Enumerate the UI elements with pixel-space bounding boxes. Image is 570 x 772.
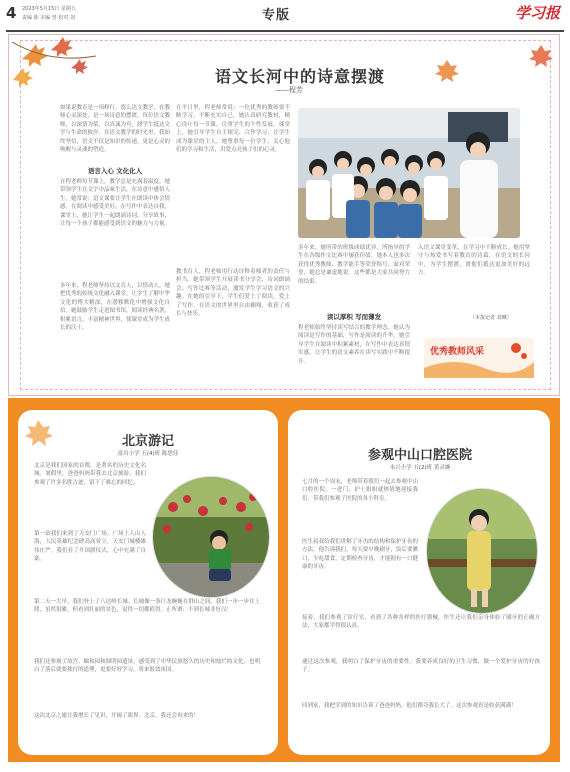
essay2-p2: 医生叔叔给我们讲解了牙齿的结构和保护牙齿的方法。他告诉我们，每天要早晚刷牙，饭后要漱口，少吃甜食，定期检查牙齿，才能拥有一口健康的牙齿。 — [302, 539, 418, 571]
essay2-p3: 接着，我们参观了诊疗室，看到了各种各样的医疗器械。医生还让我们亲身体验了刷牙的正确方法，大家都学得很认真。 — [302, 615, 540, 630]
essay1-author: 富川小学 五(4)班 陈思佳 — [117, 451, 179, 457]
leaf-icon — [432, 56, 462, 86]
newspaper-logo: 学习报 — [514, 4, 560, 22]
card-corner-leaf-icon — [24, 414, 74, 454]
corner-leaf-icon — [525, 42, 557, 68]
article-byline: （本报记者 刘琳） — [470, 315, 512, 321]
essay2-p5: 回到家，我把学到的知识告诉了爸爸妈妈，他们都夸我长大了。这次参观真是收获满满！ — [302, 703, 517, 709]
article-title: 语文长河中的诗意摆渡 — [214, 67, 385, 86]
essay2-author: 永兴小学 五(2)班 黄灵婉 — [389, 465, 451, 471]
article-author: ——程芳 — [275, 86, 303, 94]
essay2-title: 参观中山口腔医院 — [367, 448, 472, 463]
article-col2-p2: 教书育人，程老师用行动诠释着师者的责任与担当。她带领学生开展读书分享会、诗词朗诵会、写作比赛等活动，激发学生学习语文的兴趣。在她的引导下，学生们爱上了阅读，爱上了写作，在语文的世界里自由翱翔，收获了成长与快乐。 — [176, 269, 290, 318]
article-col1-p1: 在程老师每节课上，教学总是充满着温度。她带领学生在文字中品味生活，在诗意中感悟人生。她常说：语文课要让学生在朗读中体会情感，在阅读中感受美好，在写作中表达自我。课堂上，她让学生一起朗诵诗词、分享故事，让每一个孩子都能感受到语文的魅力与力量。 — [60, 179, 170, 228]
header-date: 2023年5月15日 星期五 — [22, 6, 76, 12]
article-intro: 如果说教育是一项修行，那么语文教学，在教师心灵深处，是一场诗意的摆渡。每位语文教师，以深情为桨，以真诚为舟，渡学生抵达文学与生命的彼岸。在语文教学的时光里，我始终坚信，语文不仅是知识的传递，更是心灵的唤醒与灵魂的塑造。 — [60, 105, 170, 154]
article-col1-p2: 多年来，程老师坚持以文育人，以情动人。她把优秀的传统文化融入课堂，让学生了解中华文化的博大精深，在潜移默化中增强文化自信。她鼓励学生走进图书馆，阅读经典名著，积累语言，丰富精神世界，使课堂成为学生成长的沃土。 — [60, 283, 170, 332]
header-rule — [6, 30, 564, 32]
maple-leaves-decoration — [10, 34, 100, 104]
article-subhead-2: 读以厚积 写而薄发 — [326, 313, 382, 321]
beijing-photo — [152, 476, 270, 598]
essay2-p4: 通过这次参观，我明白了保护牙齿的重要性。我要养成良好的卫生习惯，做一个爱护牙齿的好孩子。 — [302, 659, 540, 674]
banner-text: 优秀教师风采 — [430, 347, 485, 357]
essay1-p3: 第二天一大早，我们登上了八达岭长城。长城像一条巨龙蜿蜒在群山之间，我们一步一步往上爬，虽然很累，但看到壮丽的景色，觉得一切都值得。正所谓：不到长城非好汉！ — [34, 599, 260, 614]
teacher-banner — [424, 338, 534, 378]
hospital-photo — [426, 488, 538, 614]
essay1-p1: 北京是我们国家的首都，是著名的历史文化名城。暑假里，爸爸妈妈带我去北京旅游，我们参观了许多名胜古迹，留下了难忘的回忆。 — [34, 463, 146, 486]
article-col4-p1: 入语文课堂变革，在学习中不断成长。她用坚守与热爱书写着教育的诗篇，在语文的长河中，为学生摆渡，渡他们抵达更加美好的远方。 — [418, 245, 530, 277]
article-col2-p1: 在平日里，程老师常说：一位优秀的教师要不断学习，不断充实自己。她认真研究教材，精心设计每一节课，注重学生的个性发展。课堂上，她引导学生自主探究、合作学习，让学生成为课堂的主人。她尊重每一位学生，关心他们的学习和生活，用爱点亮孩子们的心灵。 — [176, 105, 290, 154]
essay2-p1: 七月的一个周末，老师带着我们一起去参观中山口腔医院。一进门，护士姐姐就热情地迎接我们，带我们参观了医院的各个科室。 — [302, 479, 418, 502]
section-title: 专版 — [262, 8, 291, 23]
essay1-p5: 这次北京之旅让我增长了见识，开阔了眼界。北京，我还会再来的！ — [34, 713, 200, 719]
article-col3-p2: 程老师始终坚持读写结合的教学理念。她认为阅读是写作的基础，写作是阅读的升华。她引导学生在阅读中积累素材，在写作中表达真情实感，让学生的语文素养在读写实践中不断提升。 — [298, 325, 410, 365]
essay1-p2: 第一站我们来到了天安门广场。广场上人山人海，人民英雄纪念碑高高耸立，天安门城楼雄伟庄严。我们看了升国旗仪式，心中充满了自豪。 — [34, 531, 146, 563]
header-staff: 责编 陈 美编 曾 校对 刘 — [22, 15, 75, 21]
class-photo — [298, 108, 520, 238]
essay1-p4: 我们还参观了故宫、颐和园和圆明园遗址，感受到了中华民族悠久的历史和灿烂的文化，也明白了落后就要挨打的道理，更要好好学习，将来报效祖国。 — [34, 659, 260, 674]
page-number: 4 — [6, 4, 17, 22]
essay1-title: 北京游记 — [121, 434, 174, 449]
article-col3-p1: 多年来，她所带的班级成绩优异，所指导的学生在各级作文比赛中屡获佳绩。她本人也多次获得优秀教师、教学能手等荣誉称号。面对荣誉，她总是谦虚地说：这些都是大家共同努力的结果。 — [298, 245, 410, 285]
article-subhead-1: 语言入心 文化化人 — [87, 167, 143, 175]
